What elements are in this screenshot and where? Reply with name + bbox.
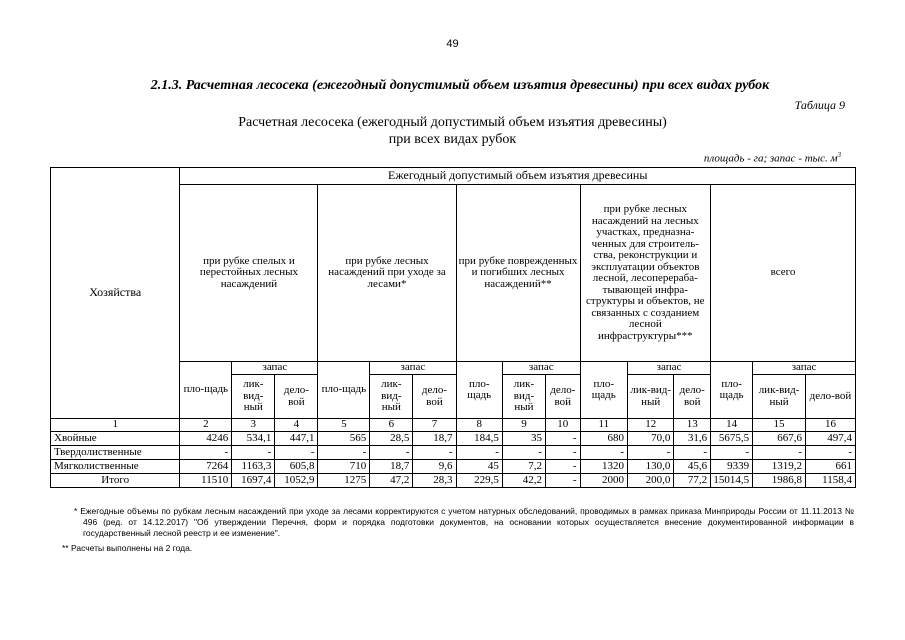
header-liquid: лик-вид-ный (370, 375, 413, 419)
table-row-coniferous (51, 432, 856, 446)
table-cell: 1052,9 (275, 474, 318, 488)
table-cell: 9,6 (413, 460, 456, 474)
column-number: 4 (275, 419, 318, 432)
table-cell: 200,0 (628, 474, 674, 488)
header-stock: запас (232, 362, 318, 375)
column-number: 2 (180, 419, 232, 432)
header-business: дело-вой (805, 375, 855, 419)
column-number: 13 (674, 419, 711, 432)
row-name: Мягколиственные (51, 460, 180, 474)
header-area: пло-щадь (180, 362, 232, 419)
page-number: 49 (446, 38, 459, 50)
table-cell: 42,2 (502, 474, 545, 488)
allowable-cut-table (50, 167, 856, 488)
column-number: 5 (318, 419, 370, 432)
column-number: 16 (805, 419, 855, 432)
table-cell: - (502, 446, 545, 460)
column-number: 3 (232, 419, 275, 432)
table-cell: 11510 (180, 474, 232, 488)
table-cell: 565 (318, 432, 370, 446)
table-label: Таблица 9 (794, 98, 845, 112)
header-area: пло-щадь (580, 362, 627, 419)
header-liquid: лик-вид-ный (232, 375, 275, 419)
table-cell: 28,5 (370, 432, 413, 446)
header-annual-volume: Ежегодный допустимый объем изъятия древесины (180, 168, 856, 185)
table-cell: 28,3 (413, 474, 456, 488)
header-business: дело-вой (674, 375, 711, 419)
table-cell: 7264 (180, 460, 232, 474)
table-cell: 1319,2 (753, 460, 806, 474)
table-cell: 18,7 (370, 460, 413, 474)
table-cell: 35 (502, 432, 545, 446)
table-cell: 1275 (318, 474, 370, 488)
row-name: Хвойные (51, 432, 180, 446)
column-number: 11 (580, 419, 627, 432)
table-cell: - (232, 446, 275, 460)
header-liquid: лик-вид-ный (628, 375, 674, 419)
column-number: 15 (753, 419, 806, 432)
table-cell: 7,2 (502, 460, 545, 474)
header-liquid: лик-вид-ный (753, 375, 806, 419)
header-stock: запас (370, 362, 456, 375)
units-note (704, 151, 841, 165)
table-row-softwood (51, 460, 856, 474)
header-group-construction: при рубке лесных насаждений на лесных участках, предназна-ченных для строитель-ства, реконструкции и эксплуатации объектов лесной, лесоперераба-тывающей инфра-структуры и объектов, не связанных с созданием лесной инфраструктуры*** (580, 185, 711, 362)
table-cell: 9339 (711, 460, 753, 474)
table-cell: 661 (805, 460, 855, 474)
column-number: 9 (502, 419, 545, 432)
table-cell: 605,8 (275, 460, 318, 474)
table-cell: 31,6 (674, 432, 711, 446)
header-business: дело-вой (546, 375, 581, 419)
table-cell: 184,5 (456, 432, 502, 446)
table-cell: 680 (580, 432, 627, 446)
table-cell: - (674, 446, 711, 460)
row-name: Итого (51, 474, 180, 488)
table-cell: - (546, 432, 581, 446)
column-number: 7 (413, 419, 456, 432)
table-cell: 130,0 (628, 460, 674, 474)
header-business: дело-вой (413, 375, 456, 419)
header-stock: запас (628, 362, 711, 375)
table-cell: - (413, 446, 456, 460)
footnotes (62, 506, 854, 554)
table-row-total (51, 474, 856, 488)
table-cell: 70,0 (628, 432, 674, 446)
table-cell: - (546, 474, 581, 488)
table-cell: 4246 (180, 432, 232, 446)
table-cell: - (753, 446, 806, 460)
column-number: 10 (546, 419, 581, 432)
header-area: пло-щадь (456, 362, 502, 419)
table-cell: - (628, 446, 674, 460)
table-cell: 47,2 (370, 474, 413, 488)
column-number: 1 (51, 419, 180, 432)
table-cell: 1986,8 (753, 474, 806, 488)
header-group-mature: при рубке спелых и перестойных лесных насаждений (180, 185, 318, 362)
header-stock: запас (502, 362, 580, 375)
table-cell: 447,1 (275, 432, 318, 446)
table-cell: - (580, 446, 627, 460)
header-group-total: всего (711, 185, 856, 362)
table-cell: - (805, 446, 855, 460)
table-cell: 77,2 (674, 474, 711, 488)
table-cell: 45 (456, 460, 502, 474)
footnote-two-years: ** Расчеты выполнены на 2 года. (62, 543, 193, 553)
table-cell: 1697,4 (232, 474, 275, 488)
table-cell: 534,1 (232, 432, 275, 446)
footnote-thinning: * Ежегодные объемы по рубкам лесным насаждений при уходе за лесами корректируются с учетом натурных обследований, проводимых в рамках приказа Минприроды России от 11.11.2013 № 496 (ред. от 14.12.2017) "Об утверждении Перечня, форм и порядка подготовки документов, на основании которых осуществляется внесение документированной информации в государственный лесной реестр и ее изменение". (74, 506, 854, 538)
header-area: пло-щадь (318, 362, 370, 419)
header-farms: Хозяйства (51, 168, 180, 419)
table-cell: 667,6 (753, 432, 806, 446)
column-number: 8 (456, 419, 502, 432)
table-cell: - (318, 446, 370, 460)
table-cell: - (546, 446, 581, 460)
row-name: Твердолиственные (51, 446, 180, 460)
section-heading: 2.1.3. Расчетная лесосека (ежегодный допустимый объем изъятия древесины) при всех видах рубок (150, 78, 770, 93)
table-cell: 229,5 (456, 474, 502, 488)
table-cell: 1163,3 (232, 460, 275, 474)
table-cell: - (370, 446, 413, 460)
header-area: пло-щадь (711, 362, 753, 419)
header-business: дело-вой (275, 375, 318, 419)
table-cell: 2000 (580, 474, 627, 488)
table-cell: - (711, 446, 753, 460)
units-text: площадь - га; запас - тыс. м (703, 152, 838, 165)
header-group-damaged: при рубке поврежденных и погибших лесных насаждений** (456, 185, 580, 362)
table-title-line2: при всех видах рубок (388, 132, 517, 147)
table-cell: - (180, 446, 232, 460)
table-title (0, 114, 905, 148)
table-cell: 497,4 (805, 432, 855, 446)
header-liquid: лик-вид-ный (502, 375, 545, 419)
table-cell: 5675,5 (711, 432, 753, 446)
column-number: 6 (370, 419, 413, 432)
column-number-row (51, 419, 856, 432)
table-cell: 15014,5 (711, 474, 753, 488)
table-cell: 18,7 (413, 432, 456, 446)
table-cell: - (546, 460, 581, 474)
units-superscript: 3 (837, 151, 841, 159)
table-row-hardwood (51, 446, 856, 460)
table-cell: - (456, 446, 502, 460)
table-cell: 710 (318, 460, 370, 474)
header-group-thinning: при рубке лесных насаждений при уходе за лесами* (318, 185, 456, 362)
table-cell: 1320 (580, 460, 627, 474)
header-stock: запас (753, 362, 856, 375)
table-cell: 45,6 (674, 460, 711, 474)
column-number: 14 (711, 419, 753, 432)
table-cell: 1158,4 (805, 474, 855, 488)
column-number: 12 (628, 419, 674, 432)
table-title-line1: Расчетная лесосека (ежегодный допустимый объем изъятия древесины) (238, 115, 667, 130)
table-cell: - (275, 446, 318, 460)
